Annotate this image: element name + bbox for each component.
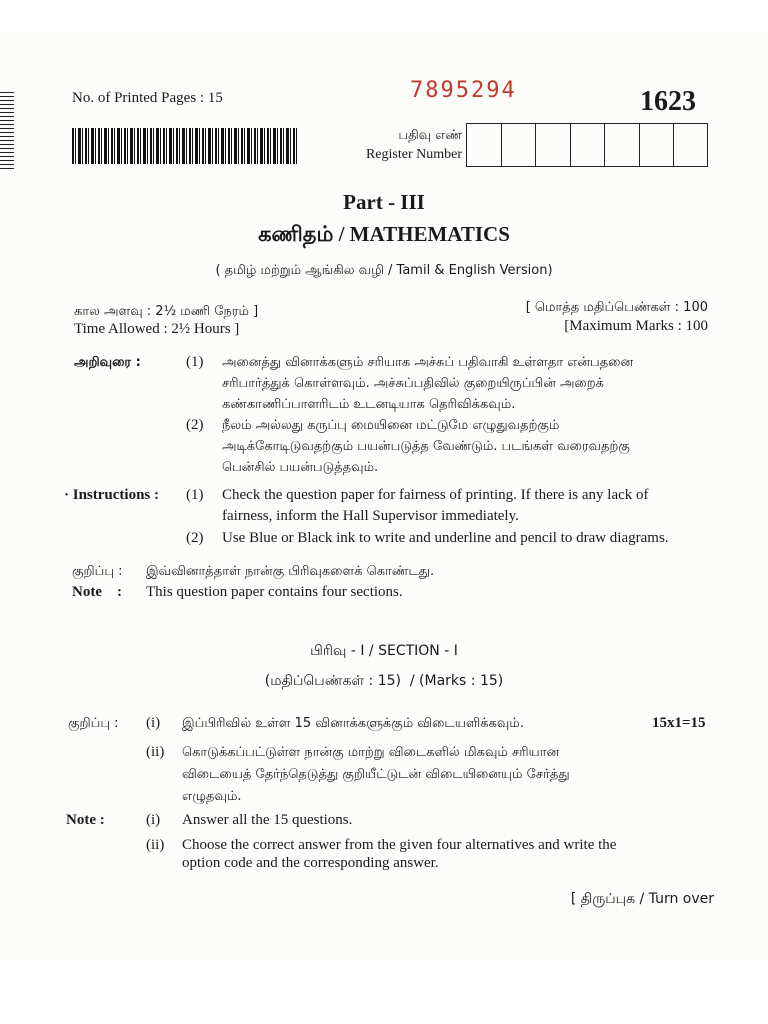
serial-number: 7895294 [410,78,517,103]
note-number: (i) [146,812,161,828]
instruction-line: Use Blue or Black ink to write and underline and pencil to draw diagrams. [222,530,669,546]
instruction-line: கண்காணிப்பாளரிடம் உடனடியாக தெரிவிக்கவும். [222,397,516,412]
subject-title: கணிதம் / MATHEMATICS [258,222,510,246]
register-number-boxes[interactable] [466,123,708,167]
register-digit-box[interactable] [535,123,570,167]
note-text-english: This question paper contains four sections. [146,584,403,600]
instruction-line: அடிக்கோடிடுவதற்கும் பயன்படுத்த வேண்டும். படங்கள் வரைவதற்கு [222,439,630,454]
section-note-line: விடையைத் தேர்ந்தெடுத்து குறியீட்டுடன் விடையினையும் சேர்த்து [182,767,570,782]
section-note-label-tamil: குறிப்பு : [68,716,119,731]
instruction-line: நீலம் அல்லது கருப்பு மையினை மட்டுமே எழுதுவதற்கும் [222,418,560,433]
note-number: (ii) [146,837,165,853]
note-text-tamil: இவ்வினாத்தாள் நான்கு பிரிவுகளைக் கொண்டது. [146,564,435,579]
time-allowed-english: Time Allowed : 2½ Hours ] [74,321,240,337]
register-label-tamil: பதிவு எண் [398,128,462,143]
register-digit-box[interactable] [466,123,501,167]
section-note-line: எழுதவும். [182,789,242,804]
time-allowed-tamil: கால அளவு : 2½ மணி நேரம் ] [74,304,259,319]
section-note-line: option code and the corresponding answer. [182,855,439,871]
note-label-english: Note : [72,584,122,600]
maximum-marks-english: [Maximum Marks : 100 [564,318,708,334]
register-digit-box[interactable] [639,123,674,167]
instruction-number: (1) [186,487,204,503]
register-digit-box[interactable] [501,123,536,167]
instruction-number: (2) [186,530,204,546]
note-number: (i) [146,715,161,731]
instruction-number: (1) [186,354,204,370]
section-note-line: Answer all the 15 questions. [182,812,353,828]
instructions-label-tamil: அறிவுரை : [74,355,141,370]
register-digit-box[interactable] [570,123,605,167]
part-title: Part - III [343,190,425,214]
instruction-number: (2) [186,417,204,433]
section-note-line: இப்பிரிவில் உள்ள 15 வினாக்களுக்கும் விடையளிக்கவும். [182,716,524,731]
instruction-line: fairness, inform the Hall Supervisor immediately. [222,508,519,524]
total-marks-tamil: [ மொத்த மதிப்பெண்கள் : 100 [525,300,708,315]
note-label-tamil: குறிப்பு : [72,564,123,579]
instructions-label-english: · Instructions : [64,487,160,503]
barcode-image [72,128,298,164]
paper-code: 1623 [640,86,696,117]
register-label-english: Register Number [365,147,462,162]
instruction-line: சரிபார்த்துக் கொள்ளவும். அச்சுப்பதிவில் குறையிருப்பின் அறைக் [222,376,604,391]
register-digit-box[interactable] [604,123,639,167]
instruction-line: பென்சில் பயன்படுத்தவும். [222,460,379,475]
turn-over-label: [ திருப்புக / Turn over [570,891,714,907]
section-note-label-english: Note : [66,812,105,828]
margin-ticks [0,92,14,172]
printed-pages: No. of Printed Pages : 15 [72,90,223,106]
section-marks: (மதிப்பெண்கள் : 15) / (Marks : 15) [264,673,504,689]
instruction-line: அனைத்து வினாக்களும் சரியாக அச்சுப் பதிவாகி உள்ளதா என்பதனை [222,355,634,370]
score-formula: 15x1=15 [652,715,706,731]
note-number: (ii) [146,744,165,760]
instruction-line: Check the question paper for fairness of printing. If there is any lack of [222,487,649,503]
register-digit-box[interactable] [673,123,708,167]
version-line: ( தமிழ் மற்றும் ஆங்கில வழி / Tamil & English Version) [215,263,553,278]
section-note-line: Choose the correct answer from the given four alternatives and write the [182,837,617,853]
section-heading: பிரிவு - I / SECTION - I [310,643,458,659]
section-note-line: கொடுக்கப்பட்டுள்ள நான்கு மாற்று விடைகளில் மிகவும் சரியான [182,745,560,760]
